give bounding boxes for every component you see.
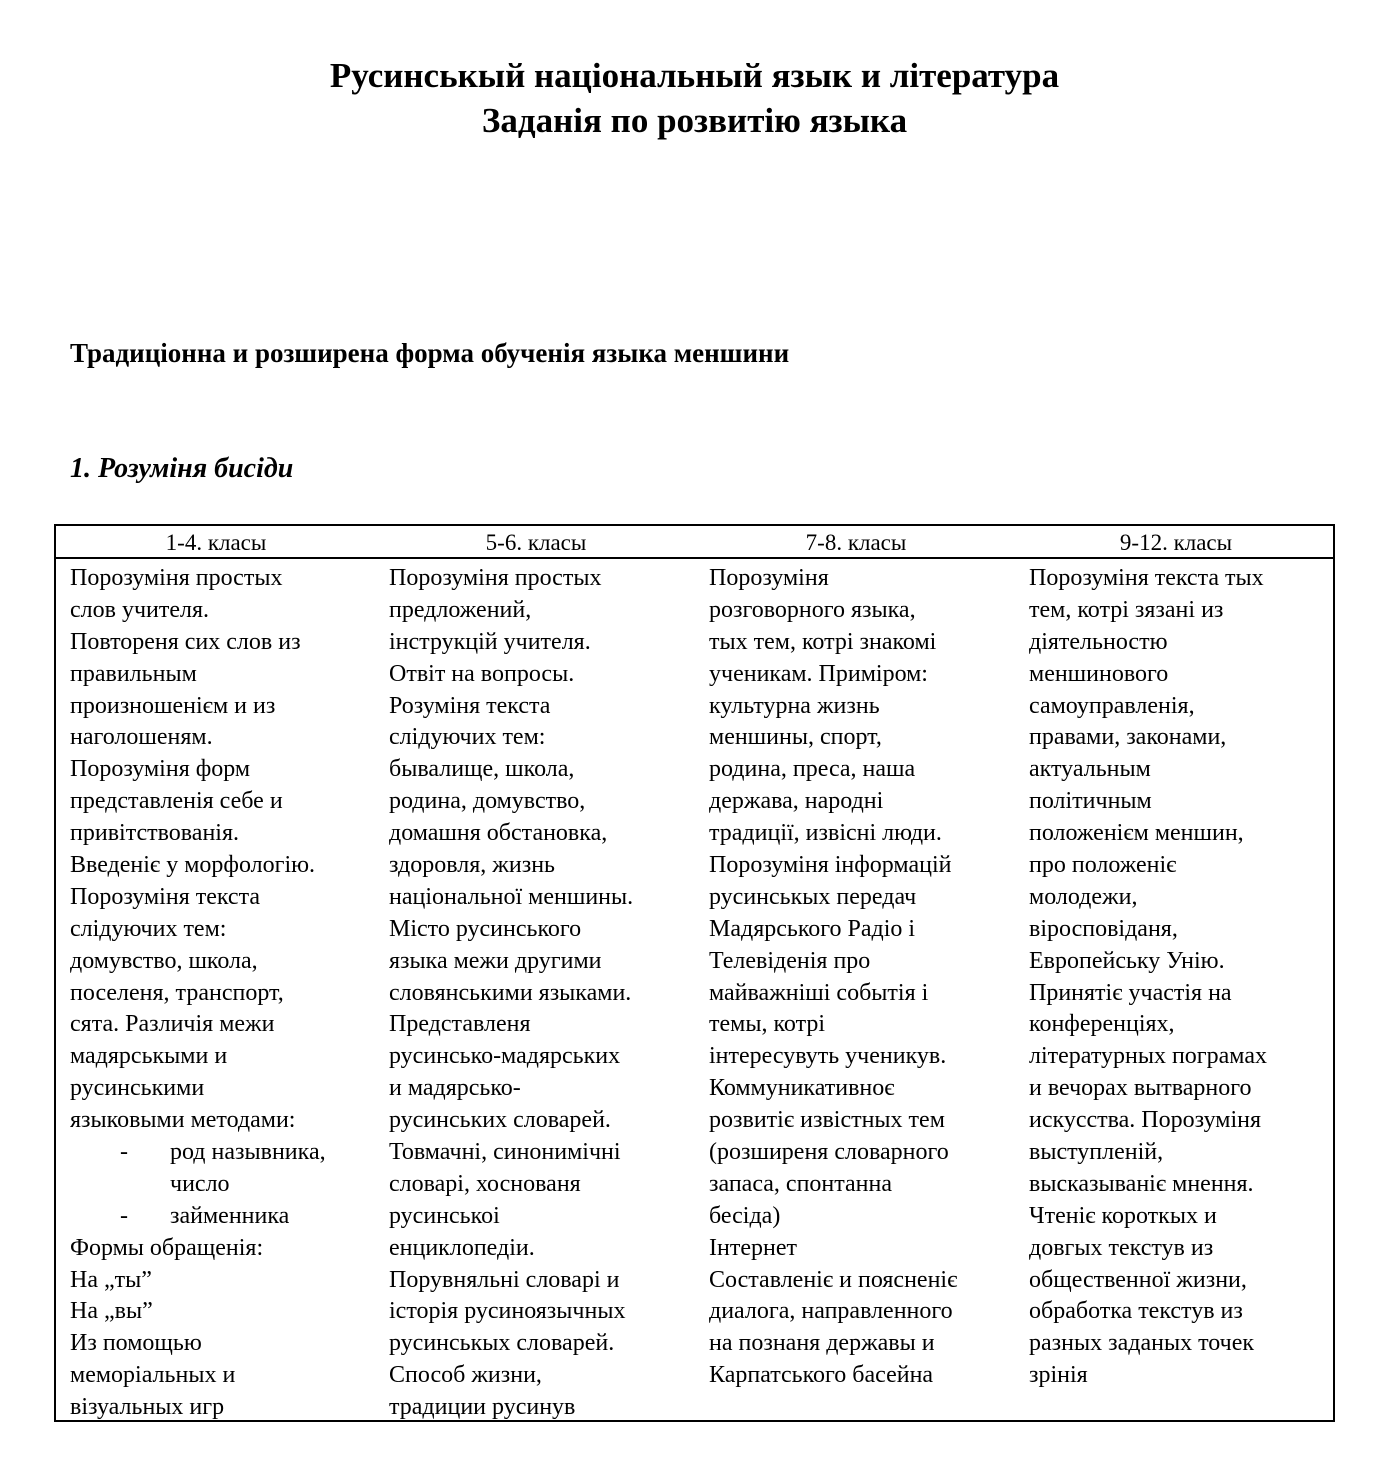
text-line: мадярськыми и [70, 1043, 228, 1070]
text-line: ученикам. Приміром: [709, 660, 928, 687]
text-line: русинсько-мадярських [389, 1043, 621, 1070]
text-line: Порозуміня текста [70, 883, 261, 910]
text-line: словарі, хоснованя [389, 1170, 581, 1197]
text-line: майважніші событія і [709, 979, 929, 1006]
text-line: Місто русинського [389, 915, 582, 942]
header-grades-7-8: 7-8. класы [805, 530, 907, 555]
text-line: конференціях, [1029, 1011, 1175, 1038]
text-line: Порозуміня текста тых [1029, 565, 1264, 591]
text-line: розговорного языка, [709, 596, 916, 623]
page-title-line-2: Заданія по розвитію языка [481, 101, 908, 140]
text-line: На „ты” [70, 1266, 152, 1293]
list-item-text: род назывника, [170, 1139, 326, 1166]
text-line: Способ жизни, [389, 1362, 542, 1389]
header-grades-5-6: 5-6. класы [485, 530, 587, 555]
text-line: інтересувуть ученикув. [709, 1043, 947, 1070]
text-line: домувство, школа, [70, 947, 258, 974]
text-line: произношенієм и из [70, 692, 276, 719]
text-line: общественної жизни, [1029, 1266, 1247, 1293]
text-line: Інтернет [709, 1234, 797, 1261]
text-line: привітствованія. [70, 820, 239, 847]
text-line: представленія себе и [70, 788, 283, 815]
text-line: выступленій, [1029, 1139, 1164, 1166]
text-line: родина, домувство, [389, 788, 586, 815]
text-line: про положеніє [1029, 852, 1177, 879]
text-line: тем, котрі зязані из [1029, 596, 1224, 623]
text-line: Порозуміня інформацій [709, 852, 952, 879]
text-line: правильным [70, 660, 197, 687]
text-line: наголошеням. [70, 724, 213, 751]
text-line: держава, народні [709, 788, 884, 815]
text-line: Товмачні, синонимічні [389, 1139, 621, 1166]
text-line: и мадярсько- [389, 1075, 521, 1102]
text-line: Введеніє у морфологію. [70, 852, 316, 879]
text-line: літературных пограмах [1029, 1043, 1267, 1070]
list-dash: - [120, 1139, 128, 1166]
text-line: молодежи, [1029, 883, 1138, 910]
table-cell-grades-9-12 [1029, 563, 1267, 1392]
text-line: історія русиноязычных [389, 1298, 626, 1325]
text-line: традиції, извісні люди. [709, 820, 942, 847]
header-grades-1-4: 1-4. класы [165, 530, 267, 555]
table-cell-grades-5-6 [389, 563, 633, 1422]
list-item-continuation: число [170, 1170, 230, 1197]
table-cell-grades-7-8 [709, 563, 957, 1392]
text-line: бесіда) [709, 1202, 781, 1229]
text-line: русинськых словарей. [389, 1330, 615, 1357]
text-line: на познаня державы и [709, 1330, 935, 1357]
text-line: Формы обращенія: [70, 1234, 264, 1261]
text-line: высказываніє мнення. [1029, 1170, 1254, 1197]
text-line: разных заданых точек [1029, 1330, 1254, 1357]
text-line: Мадярського Радіо і [709, 915, 916, 942]
text-line: віросповіданя, [1029, 915, 1178, 942]
list-item [70, 1201, 315, 1233]
curriculum-table [54, 524, 1335, 1422]
text-line: диалога, направленного [709, 1298, 953, 1325]
text-line: Европейську Унію. [1029, 947, 1225, 974]
text-line: бывалище, школа, [389, 756, 575, 783]
text-line: (розширеня словарного [709, 1139, 949, 1166]
text-line: Представленя [389, 1011, 531, 1038]
text-line: Порозуміня [709, 565, 829, 591]
text-line: и вечорах вытварного [1029, 1075, 1252, 1102]
text-line: искусства. Порозуміня [1029, 1107, 1262, 1134]
list-dash: - [120, 1202, 128, 1229]
page-title-line-1: Русинськый національный язык и література [329, 56, 1060, 95]
text-line: Порозуміня простых [389, 565, 602, 591]
text-line: положенієм меншин, [1029, 820, 1244, 847]
list-item [70, 1137, 326, 1169]
text-line: домашня обстановка, [389, 820, 608, 847]
text-line: енциклопедіи. [389, 1234, 535, 1261]
list-item-text: займенника [170, 1202, 290, 1229]
text-line: Телевіденія про [709, 947, 871, 974]
text-line: русинськоі [389, 1202, 500, 1229]
text-line: родина, преса, наша [709, 756, 916, 783]
text-line: русинських словарей. [389, 1107, 611, 1134]
text-line: національної меншины. [389, 883, 634, 910]
text-line: языка межи другими [389, 947, 602, 974]
section-heading: Традиціонна и розширена форма обученія языка меншини [70, 338, 790, 368]
text-line: словянськими языками. [389, 979, 632, 1006]
text-line: меморіальных и [70, 1362, 236, 1389]
text-line: Порозуміня форм [70, 756, 251, 783]
text-line: Коммуникативноє [709, 1075, 895, 1102]
text-line: предложений, [389, 596, 532, 623]
text-line: русинськых передач [709, 883, 917, 910]
text-line: правами, законами, [1029, 724, 1227, 751]
text-line: русинськими [70, 1075, 205, 1102]
text-line: Из помощью [70, 1330, 202, 1357]
text-line: Отвіт на вопросы. [389, 660, 575, 687]
table-header-row [56, 526, 1333, 559]
table-cell-grades-1-4 [70, 563, 326, 1422]
text-line: самоуправленія, [1029, 692, 1195, 719]
text-line: здоровля, жизнь [389, 852, 555, 879]
text-line: поселеня, транспорт, [70, 979, 284, 1006]
text-line: Повтореня сих слов из [70, 628, 301, 655]
text-line: візуальных игр [70, 1394, 225, 1421]
text-line: культурна жизнь [709, 692, 880, 719]
text-line: Розуміня текста [389, 692, 551, 719]
text-line: зрінія [1029, 1362, 1088, 1389]
text-line: довгых текстув из [1029, 1234, 1214, 1261]
text-line: слов учителя. [70, 596, 210, 623]
text-line: меншинового [1029, 660, 1169, 687]
subsection-heading: 1. Розуміня бисіди [70, 453, 294, 484]
text-line: актуальным [1029, 756, 1151, 783]
text-line: Принятіє участія на [1029, 979, 1232, 1006]
text-line: Порувняльні словарі и [389, 1266, 620, 1293]
text-line: Чтеніє короткых и [1029, 1202, 1217, 1229]
text-line: Карпатського басейна [709, 1362, 934, 1389]
text-line: меншины, спорт, [709, 724, 882, 751]
text-line: сята. Различія межи [70, 1011, 275, 1038]
text-line: діятельностю [1029, 628, 1168, 655]
text-line: запаса, спонтанна [709, 1170, 893, 1197]
text-line: темы, котрі [709, 1011, 826, 1038]
text-line: Порозуміня простых [70, 565, 283, 591]
header-grades-9-12: 9-12. класы [1119, 530, 1233, 555]
text-line: розвитіє извістных тем [709, 1107, 945, 1134]
text-line: Составленіє и поясненіє [709, 1266, 958, 1293]
text-line: політичным [1029, 788, 1152, 815]
text-line: обработка текстув из [1029, 1298, 1243, 1325]
text-line: тых тем, котрі знакомі [709, 628, 937, 655]
text-line: інструкцій учителя. [389, 628, 591, 655]
text-line: слідуючих тем: [389, 724, 546, 751]
text-line: На „вы” [70, 1298, 153, 1325]
text-line: языковыми методами: [70, 1107, 296, 1134]
text-line: традиции русинув [389, 1394, 576, 1421]
text-line: слідуючих тем: [70, 915, 227, 942]
